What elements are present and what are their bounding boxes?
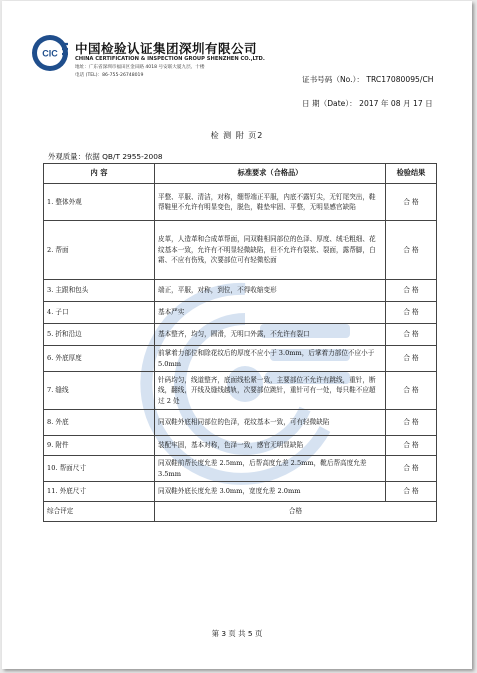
- row-requirement: 同双鞋前帮长度允差 2.5mm，后帮高度允差 2.5mm，靴后帮高度允差 3.5mm: [155, 456, 386, 482]
- row-result: 合 格: [386, 456, 437, 482]
- row-requirement: 同双鞋外底相同部位的色泽，花纹基本一致，可有轻微缺陷: [155, 410, 386, 436]
- company-name-en: CHINA CERTIFICATION & INSPECTION GROUP SHENZHEN CO.,LTD.: [75, 56, 265, 62]
- row-item: 8. 外底: [44, 410, 155, 436]
- table-row: [44, 372, 437, 410]
- inspection-table: [43, 163, 437, 522]
- table-row: [44, 280, 437, 302]
- logo-text: CIC: [42, 48, 58, 59]
- page-title: 检 测 附 页2: [210, 131, 264, 140]
- cert-label: 证书号码（No.）：: [302, 75, 364, 84]
- row-item: 10. 帮面尺寸: [44, 456, 155, 482]
- header-content: 内 容: [44, 164, 155, 184]
- header-requirement: 标准要求（合格品）: [155, 164, 386, 184]
- row-item: 4. 子口: [44, 302, 155, 324]
- date-value: 2017 年 08 月 17 日: [359, 99, 433, 108]
- row-result: 合 格: [386, 280, 437, 302]
- summary-label: 综合评定: [44, 502, 155, 522]
- row-item: 6. 外底厚度: [44, 346, 155, 372]
- row-item: 2. 帮面: [44, 221, 155, 280]
- row-requirement: 针码均匀，线道整齐，底面线松紧一致，主要部位不允许有跳线，重针，断线，翻线，开线及缝线越轨，次要部位跳针，重针可有一处，每只鞋不应超过 2 处: [155, 372, 386, 410]
- table-row: [44, 324, 437, 346]
- row-requirement: 端正，平服，对称，到位，不得收缩变形: [155, 280, 386, 302]
- summary-row: [44, 502, 437, 522]
- row-result: 合 格: [386, 324, 437, 346]
- row-result: 合 格: [386, 302, 437, 324]
- table-row: [44, 410, 437, 436]
- company-logo-icon: [30, 33, 70, 73]
- row-result: 合 格: [386, 221, 437, 280]
- table-row: [44, 346, 437, 372]
- summary-value: 合格: [155, 502, 437, 522]
- row-item: 1. 整体外观: [44, 184, 155, 221]
- row-item: 11. 外底尺寸: [44, 482, 155, 502]
- quality-standard-line: 外观质量：依据 QB/T 2955-2008: [48, 152, 163, 161]
- cert-value: TRC17080095/CH: [366, 75, 434, 84]
- row-requirement: 平整、平服、清洁，对称，绷帮端正平服，内底不露钉尖，无钉尾突出，鞋帮鞋里不允许有明显变色，脱色，鞋垫牢固、平整，无明显感官缺陷: [155, 184, 386, 221]
- company-tel: 电话 (TEL)：86-755-26748019: [75, 73, 144, 78]
- company-address: 地址：广东省深圳市福田区金田路 4018 号安联大厦九层、十楼: [75, 65, 205, 70]
- row-result: 合 格: [386, 372, 437, 410]
- row-result: 合 格: [386, 346, 437, 372]
- report-date: [302, 98, 433, 109]
- date-label: 日 期（Date）：: [302, 99, 357, 108]
- header-result: 检验结果: [386, 164, 437, 184]
- row-item: 5. 折和沿边: [44, 324, 155, 346]
- row-requirement: 同双鞋外底长度允差 3.0mm，宽度允差 2.0mm: [155, 482, 386, 502]
- table-row: [44, 456, 437, 482]
- row-item: 3. 主跟和包头: [44, 280, 155, 302]
- row-result: 合 格: [386, 482, 437, 502]
- row-result: 合 格: [386, 184, 437, 221]
- table-row: [44, 302, 437, 324]
- row-item: 7. 缝线: [44, 372, 155, 410]
- report-page: [2, 1, 472, 669]
- table-row: [44, 221, 437, 280]
- row-requirement: 基本严实: [155, 302, 386, 324]
- page-footer: 第 3 页 共 5 页: [211, 629, 263, 638]
- row-requirement: 皮革，人造革和合成革帮面，同双鞋相同部位的色泽、厚度、绒毛粗细、花纹基本一致，允许有不明显轻微缺陷，但不允许有裂浆、裂面，露帮脚，白霜、不应有伤残，次要部位可有轻微松面: [155, 221, 386, 280]
- row-requirement: 前掌着力部位和除花纹后的厚度不应小于 3.0mm，后掌着力部位不应小于 5.0mm: [155, 346, 386, 372]
- row-requirement: 基本整齐，均匀，圆滑，无明口外露，不允许有裂口: [155, 324, 386, 346]
- company-name-cn: 中国检验认证集团深圳有限公司: [75, 41, 258, 56]
- row-result: 合 格: [386, 436, 437, 456]
- table-header-row: [44, 164, 437, 184]
- table-row: [44, 482, 437, 502]
- row-requirement: 装配牢固，基本对称，色泽一致，感官无明显缺陷: [155, 436, 386, 456]
- row-result: 合 格: [386, 410, 437, 436]
- table-row: [44, 436, 437, 456]
- table-row: [44, 184, 437, 221]
- row-item: 9. 附件: [44, 436, 155, 456]
- certificate-number: [302, 74, 433, 85]
